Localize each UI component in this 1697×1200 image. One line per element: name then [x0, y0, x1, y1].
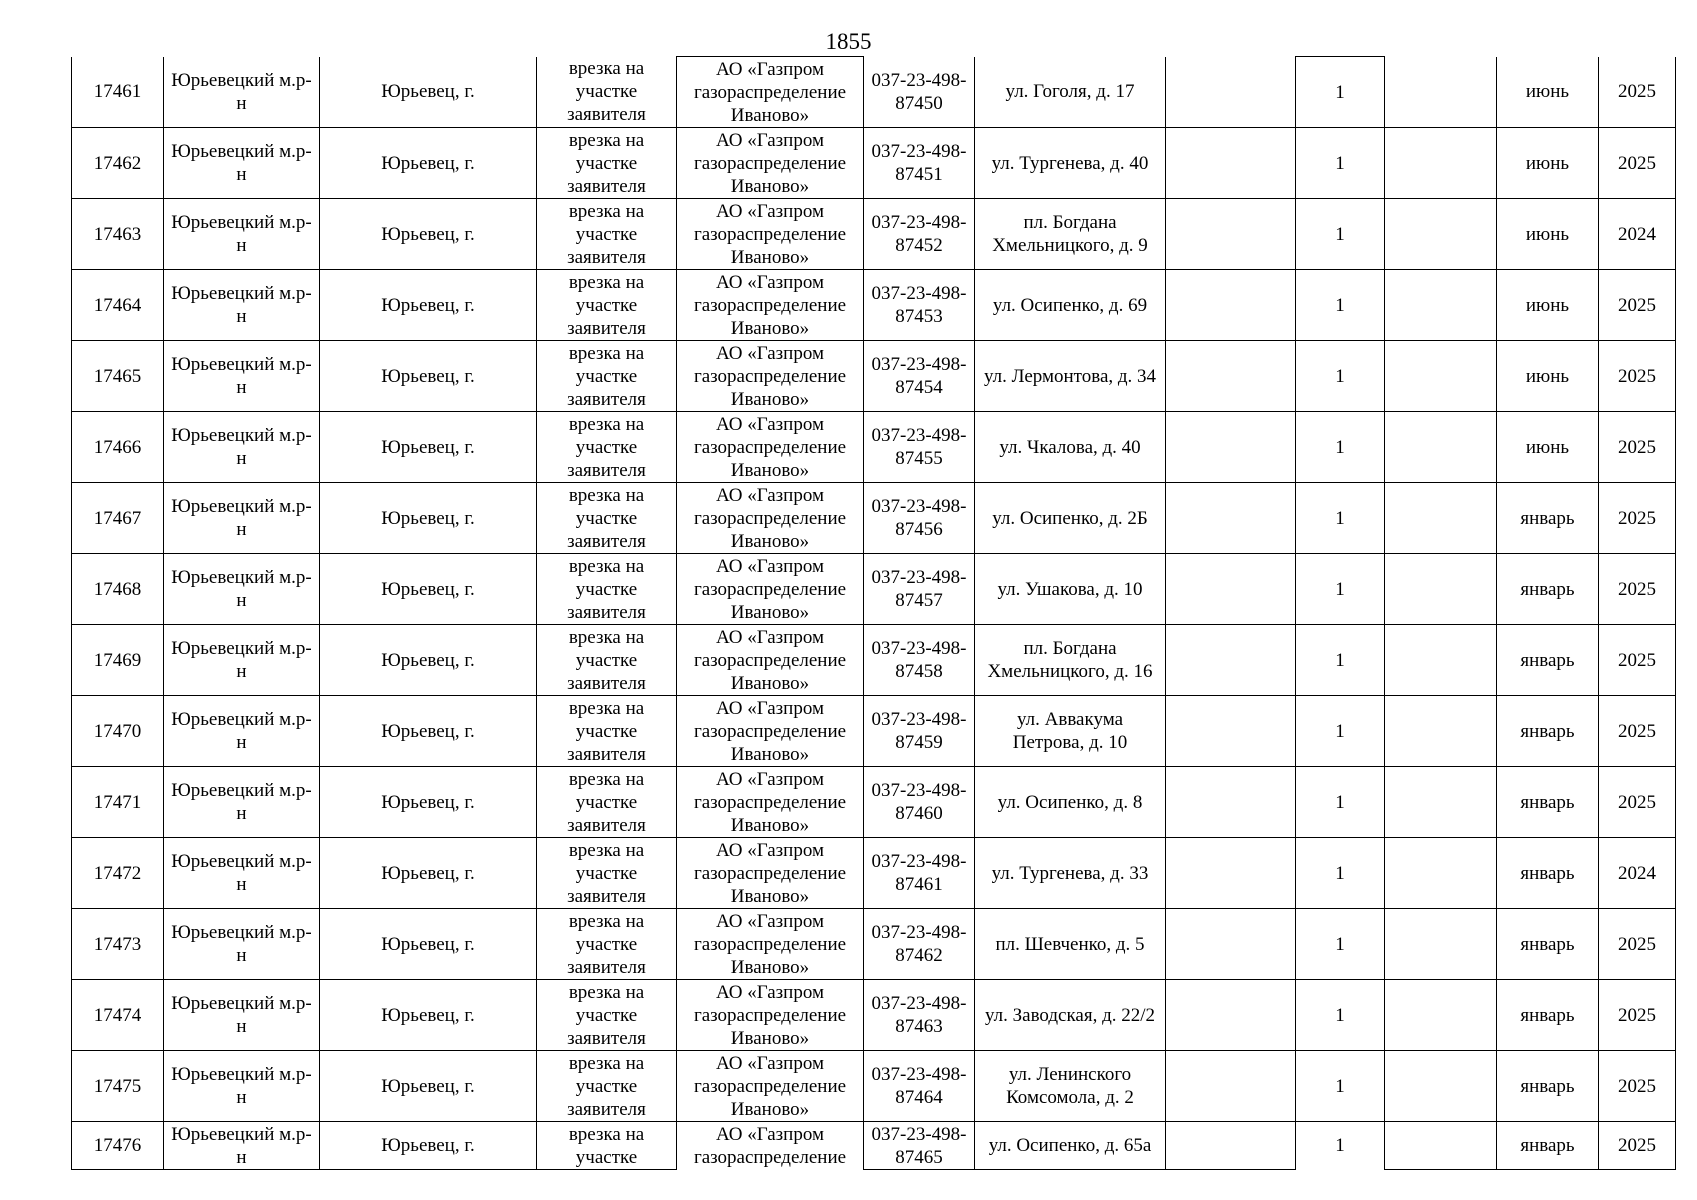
district-cell: Юрьевецкий м.р-н [164, 909, 320, 980]
address-cell: пл. Богдана Хмельницкого, д. 16 [975, 625, 1166, 696]
district-cell: Юрьевецкий м.р-н [164, 696, 320, 767]
empty-cell [1166, 57, 1296, 128]
code-cell: 037-23-498-87463 [864, 980, 975, 1051]
code-cell: 037-23-498-87460 [864, 767, 975, 838]
year-cell: 2024 [1599, 199, 1676, 270]
row-number: 17467 [72, 483, 164, 554]
table-row [72, 625, 1676, 696]
row-number: 17464 [72, 270, 164, 341]
address-cell: ул. Осипенко, д. 2Б [975, 483, 1166, 554]
work-type-cell: врезка на участке заявителя [537, 128, 677, 199]
row-number: 17462 [72, 128, 164, 199]
empty-cell [1166, 767, 1296, 838]
month-cell: июнь [1497, 57, 1599, 128]
address-cell: пл. Богдана Хмельницкого, д. 9 [975, 199, 1166, 270]
year-cell: 2025 [1599, 57, 1676, 128]
count-cell: 1 [1296, 767, 1385, 838]
code-cell: 037-23-498-87453 [864, 270, 975, 341]
month-cell: январь [1497, 767, 1599, 838]
table-row [72, 57, 1676, 128]
work-type-cell: врезка на участке заявителя [537, 554, 677, 625]
table-row [72, 341, 1676, 412]
month-cell: январь [1497, 554, 1599, 625]
table-row [72, 128, 1676, 199]
empty-cell [1385, 980, 1497, 1051]
table-row [72, 909, 1676, 980]
empty-cell [1385, 199, 1497, 270]
organization-cell: АО «Газпром газораспределение Иваново» [677, 980, 864, 1051]
row-number: 17465 [72, 341, 164, 412]
organization-cell: АО «Газпром газораспределение Иваново» [677, 767, 864, 838]
address-cell: ул. Лермонтова, д. 34 [975, 341, 1166, 412]
locality-cell: Юрьевец, г. [320, 341, 537, 412]
locality-cell: Юрьевец, г. [320, 412, 537, 483]
address-cell: ул. Ленинского Комсомола, д. 2 [975, 1051, 1166, 1122]
count-cell: 1 [1296, 625, 1385, 696]
empty-cell [1385, 909, 1497, 980]
month-cell: январь [1497, 1122, 1599, 1170]
row-number: 17472 [72, 838, 164, 909]
count-cell: 1 [1296, 57, 1385, 128]
count-cell: 1 [1296, 199, 1385, 270]
organization-cell: АО «Газпром газораспределение Иваново» [677, 554, 864, 625]
organization-cell: АО «Газпром газораспределение Иваново» [677, 909, 864, 980]
organization-cell: АО «Газпром газораспределение [677, 1122, 864, 1170]
empty-cell [1385, 1051, 1497, 1122]
address-cell: пл. Шевченко, д. 5 [975, 909, 1166, 980]
month-cell: январь [1497, 696, 1599, 767]
empty-cell [1385, 1122, 1497, 1170]
empty-cell [1385, 270, 1497, 341]
empty-cell [1166, 554, 1296, 625]
empty-cell [1166, 1051, 1296, 1122]
district-cell: Юрьевецкий м.р-н [164, 1122, 320, 1170]
year-cell: 2024 [1599, 838, 1676, 909]
address-cell: ул. Чкалова, д. 40 [975, 412, 1166, 483]
table-row [72, 554, 1676, 625]
organization-cell: АО «Газпром газораспределение Иваново» [677, 128, 864, 199]
empty-cell [1385, 412, 1497, 483]
empty-cell [1166, 980, 1296, 1051]
empty-cell [1166, 625, 1296, 696]
table-row [72, 980, 1676, 1051]
organization-cell: АО «Газпром газораспределение Иваново» [677, 412, 864, 483]
code-cell: 037-23-498-87450 [864, 57, 975, 128]
district-cell: Юрьевецкий м.р-н [164, 199, 320, 270]
empty-cell [1166, 412, 1296, 483]
organization-cell: АО «Газпром газораспределение Иваново» [677, 483, 864, 554]
district-cell: Юрьевецкий м.р-н [164, 554, 320, 625]
count-cell: 1 [1296, 341, 1385, 412]
month-cell: июнь [1497, 270, 1599, 341]
work-type-cell: врезка на участке заявителя [537, 980, 677, 1051]
empty-cell [1166, 128, 1296, 199]
year-cell: 2025 [1599, 625, 1676, 696]
row-number: 17474 [72, 980, 164, 1051]
organization-cell: АО «Газпром газораспределение Иваново» [677, 199, 864, 270]
organization-cell: АО «Газпром газораспределение Иваново» [677, 625, 864, 696]
locality-cell: Юрьевец, г. [320, 767, 537, 838]
count-cell: 1 [1296, 483, 1385, 554]
locality-cell: Юрьевец, г. [320, 838, 537, 909]
address-cell: ул. Осипенко, д. 65а [975, 1122, 1166, 1170]
district-cell: Юрьевецкий м.р-н [164, 270, 320, 341]
month-cell: январь [1497, 483, 1599, 554]
work-type-cell: врезка на участке заявителя [537, 838, 677, 909]
organization-cell: АО «Газпром газораспределение Иваново» [677, 270, 864, 341]
organization-cell: АО «Газпром газораспределение Иваново» [677, 838, 864, 909]
code-cell: 037-23-498-87454 [864, 341, 975, 412]
code-cell: 037-23-498-87464 [864, 1051, 975, 1122]
year-cell: 2025 [1599, 341, 1676, 412]
empty-cell [1385, 57, 1497, 128]
year-cell: 2025 [1599, 980, 1676, 1051]
empty-cell [1166, 696, 1296, 767]
month-cell: январь [1497, 625, 1599, 696]
work-type-cell: врезка на участке заявителя [537, 625, 677, 696]
year-cell: 2025 [1599, 128, 1676, 199]
address-cell: ул. Осипенко, д. 69 [975, 270, 1166, 341]
empty-cell [1385, 625, 1497, 696]
district-cell: Юрьевецкий м.р-н [164, 341, 320, 412]
locality-cell: Юрьевец, г. [320, 980, 537, 1051]
month-cell: июнь [1497, 412, 1599, 483]
year-cell: 2025 [1599, 554, 1676, 625]
empty-cell [1385, 483, 1497, 554]
year-cell: 2025 [1599, 412, 1676, 483]
table-row [72, 1051, 1676, 1122]
row-number: 17475 [72, 1051, 164, 1122]
month-cell: январь [1497, 980, 1599, 1051]
district-cell: Юрьевецкий м.р-н [164, 483, 320, 554]
row-number: 17461 [72, 57, 164, 128]
district-cell: Юрьевецкий м.р-н [164, 128, 320, 199]
year-cell: 2025 [1599, 270, 1676, 341]
code-cell: 037-23-498-87457 [864, 554, 975, 625]
work-type-cell: врезка на участке заявителя [537, 199, 677, 270]
table-row [72, 199, 1676, 270]
empty-cell [1166, 341, 1296, 412]
row-number: 17463 [72, 199, 164, 270]
count-cell: 1 [1296, 838, 1385, 909]
count-cell: 1 [1296, 1051, 1385, 1122]
district-cell: Юрьевецкий м.р-н [164, 980, 320, 1051]
code-cell: 037-23-498-87462 [864, 909, 975, 980]
work-type-cell: врезка на участке заявителя [537, 483, 677, 554]
work-type-cell: врезка на участке заявителя [537, 270, 677, 341]
address-cell: ул. Осипенко, д. 8 [975, 767, 1166, 838]
address-cell: ул. Ушакова, д. 10 [975, 554, 1166, 625]
empty-cell [1385, 767, 1497, 838]
district-cell: Юрьевецкий м.р-н [164, 838, 320, 909]
month-cell: январь [1497, 1051, 1599, 1122]
work-type-cell: врезка на участке [537, 1122, 677, 1170]
page-number: 1855 [825, 29, 872, 54]
district-cell: Юрьевецкий м.р-н [164, 767, 320, 838]
row-number: 17470 [72, 696, 164, 767]
table-row [72, 696, 1676, 767]
empty-cell [1385, 128, 1497, 199]
year-cell: 2025 [1599, 1122, 1676, 1170]
year-cell: 2025 [1599, 767, 1676, 838]
table-row [72, 1122, 1676, 1170]
table-row [72, 767, 1676, 838]
count-cell: 1 [1296, 980, 1385, 1051]
work-type-cell: врезка на участке заявителя [537, 412, 677, 483]
work-type-cell: врезка на участке заявителя [537, 909, 677, 980]
locality-cell: Юрьевец, г. [320, 199, 537, 270]
count-cell: 1 [1296, 1122, 1385, 1170]
district-cell: Юрьевецкий м.р-н [164, 57, 320, 128]
address-cell: ул. Тургенева, д. 40 [975, 128, 1166, 199]
year-cell: 2025 [1599, 483, 1676, 554]
locality-cell: Юрьевец, г. [320, 128, 537, 199]
district-cell: Юрьевецкий м.р-н [164, 625, 320, 696]
locality-cell: Юрьевец, г. [320, 696, 537, 767]
district-cell: Юрьевецкий м.р-н [164, 1051, 320, 1122]
code-cell: 037-23-498-87459 [864, 696, 975, 767]
count-cell: 1 [1296, 554, 1385, 625]
empty-cell [1166, 838, 1296, 909]
row-number: 17469 [72, 625, 164, 696]
table-row [72, 412, 1676, 483]
registry-table [71, 56, 1676, 1170]
code-cell: 037-23-498-87465 [864, 1122, 975, 1170]
address-cell: ул. Тургенева, д. 33 [975, 838, 1166, 909]
row-number: 17471 [72, 767, 164, 838]
empty-cell [1166, 909, 1296, 980]
code-cell: 037-23-498-87452 [864, 199, 975, 270]
work-type-cell: врезка на участке заявителя [537, 341, 677, 412]
month-cell: июнь [1497, 128, 1599, 199]
month-cell: июнь [1497, 199, 1599, 270]
code-cell: 037-23-498-87456 [864, 483, 975, 554]
count-cell: 1 [1296, 128, 1385, 199]
locality-cell: Юрьевец, г. [320, 57, 537, 128]
table-row [72, 838, 1676, 909]
organization-cell: АО «Газпром газораспределение Иваново» [677, 1051, 864, 1122]
row-number: 17473 [72, 909, 164, 980]
work-type-cell: врезка на участке заявителя [537, 1051, 677, 1122]
empty-cell [1166, 1122, 1296, 1170]
district-cell: Юрьевецкий м.р-н [164, 412, 320, 483]
empty-cell [1385, 341, 1497, 412]
empty-cell [1385, 554, 1497, 625]
count-cell: 1 [1296, 270, 1385, 341]
locality-cell: Юрьевец, г. [320, 270, 537, 341]
year-cell: 2025 [1599, 909, 1676, 980]
address-cell: ул. Аввакума Петрова, д. 10 [975, 696, 1166, 767]
work-type-cell: врезка на участке заявителя [537, 767, 677, 838]
empty-cell [1385, 838, 1497, 909]
organization-cell: АО «Газпром газораспределение Иваново» [677, 696, 864, 767]
organization-cell: АО «Газпром газораспределение Иваново» [677, 341, 864, 412]
code-cell: 037-23-498-87458 [864, 625, 975, 696]
month-cell: июнь [1497, 341, 1599, 412]
address-cell: ул. Заводская, д. 22/2 [975, 980, 1166, 1051]
row-number: 17476 [72, 1122, 164, 1170]
row-number: 17468 [72, 554, 164, 625]
code-cell: 037-23-498-87461 [864, 838, 975, 909]
empty-cell [1166, 199, 1296, 270]
code-cell: 037-23-498-87451 [864, 128, 975, 199]
organization-cell: АО «Газпром газораспределение Иваново» [677, 57, 864, 128]
work-type-cell: врезка на участке заявителя [537, 696, 677, 767]
year-cell: 2025 [1599, 1051, 1676, 1122]
locality-cell: Юрьевец, г. [320, 554, 537, 625]
year-cell: 2025 [1599, 696, 1676, 767]
locality-cell: Юрьевец, г. [320, 909, 537, 980]
table-row [72, 270, 1676, 341]
count-cell: 1 [1296, 696, 1385, 767]
address-cell: ул. Гоголя, д. 17 [975, 57, 1166, 128]
row-number: 17466 [72, 412, 164, 483]
locality-cell: Юрьевец, г. [320, 1051, 537, 1122]
empty-cell [1385, 696, 1497, 767]
locality-cell: Юрьевец, г. [320, 625, 537, 696]
empty-cell [1166, 270, 1296, 341]
count-cell: 1 [1296, 909, 1385, 980]
empty-cell [1166, 483, 1296, 554]
code-cell: 037-23-498-87455 [864, 412, 975, 483]
locality-cell: Юрьевец, г. [320, 1122, 537, 1170]
work-type-cell: врезка на участке заявителя [537, 57, 677, 128]
count-cell: 1 [1296, 412, 1385, 483]
locality-cell: Юрьевец, г. [320, 483, 537, 554]
month-cell: январь [1497, 909, 1599, 980]
month-cell: январь [1497, 838, 1599, 909]
table-row [72, 483, 1676, 554]
